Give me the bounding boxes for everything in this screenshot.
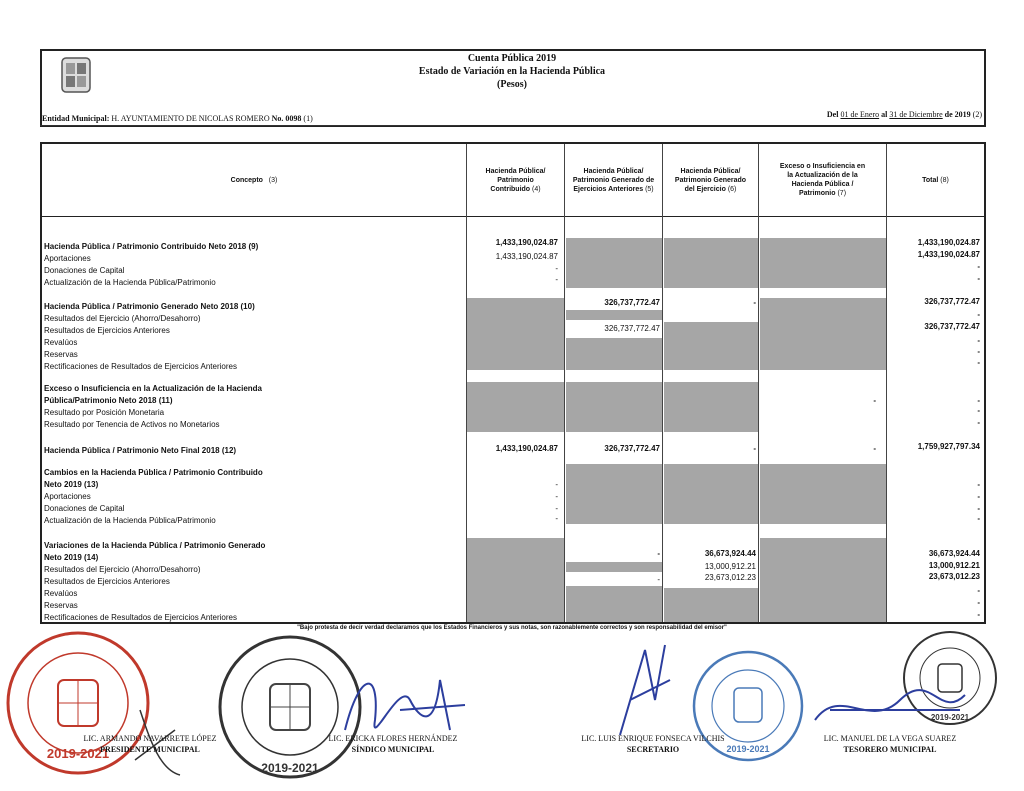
cell-value: 36,673,924.44 [704, 549, 756, 558]
cell-value: 326,737,772.47 [604, 444, 660, 453]
row-label: Resultado por Posición Monetaria [44, 408, 165, 417]
cell-value: - [977, 358, 980, 367]
cell-value: - [555, 275, 558, 284]
shade-block [664, 322, 758, 370]
row-label: Hacienda Pública / Patrimonio Generado Neto 2018 (10) [44, 302, 255, 311]
row-label: Neto 2019 (13) [44, 480, 99, 489]
shade-block [467, 298, 565, 370]
row-label: Reservas [44, 601, 78, 610]
cell-value: 36,673,924.44 [928, 549, 980, 558]
row-label: Reservas [44, 350, 78, 359]
cell-value: 326,737,772.47 [604, 324, 660, 333]
cell-value: 1,433,190,024.87 [495, 252, 558, 261]
row-label: Actualización de la Hacienda Pública/Patrimonio [44, 278, 216, 287]
shade-block [467, 382, 565, 432]
entidad-underline [40, 125, 460, 126]
shade-block [566, 562, 662, 572]
row-label: Resultados del Ejercicio (Ahorro/Desahorro) [44, 565, 201, 574]
cell-value: 13,000,912.21 [928, 561, 980, 570]
shade-block [664, 238, 758, 288]
cell-value: - [977, 347, 980, 356]
shade-block [566, 238, 662, 288]
entidad-municipal: Entidad Municipal: H. AYUNTAMIENTO DE NICOLAS ROMERO No. 0098 (1) [42, 114, 313, 123]
shade-block [760, 464, 886, 524]
cell-value: - [977, 396, 980, 405]
row-label: Revalúos [44, 338, 78, 347]
shade-block [664, 588, 758, 622]
cell-value: - [873, 444, 876, 453]
cell-value: 1,433,190,024.87 [495, 238, 558, 247]
cell-value: - [977, 598, 980, 607]
cell-value: - [977, 262, 980, 271]
svg-text:2019-2021: 2019-2021 [46, 746, 110, 761]
cell-value: - [977, 514, 980, 523]
cell-value: - [657, 549, 660, 558]
shade-block [566, 338, 662, 370]
row-label: Resultados de Ejercicios Anteriores [44, 326, 170, 335]
tesorero-signature-icon [810, 680, 970, 740]
row-label: Resultados de Ejercicios Anteriores [44, 577, 170, 586]
report-subtitle: Estado de Variación en la Hacienda Pública [418, 66, 606, 77]
periodo: Del 01 de Enero al 31 de Diciembre de 2019 (2) [826, 110, 982, 119]
cell-value: - [977, 504, 980, 513]
cell-value: 1,433,190,024.87 [495, 444, 558, 453]
col-divider [564, 216, 565, 622]
row-label: Rectificaciones de Resultados de Ejercicios Anteriores [44, 613, 237, 622]
cell-value: - [555, 480, 558, 489]
shade-block [566, 586, 662, 622]
row-label: Hacienda Pública / Patrimonio Neto Final 2018 (12) [44, 446, 237, 455]
svg-text:2019-2021: 2019-2021 [930, 713, 970, 722]
cell-value: - [977, 274, 980, 283]
row-label: Resultados del Ejercicio (Ahorro/Desahorro) [44, 314, 201, 323]
header-rule [41, 216, 985, 217]
row-label: Revalúos [44, 589, 78, 598]
row-label: Rectificaciones de Resultados de Ejercicios Anteriores [44, 362, 237, 371]
row-label: Donaciones de Capital [44, 504, 125, 513]
col-divider [758, 216, 759, 622]
shade-block [566, 382, 662, 432]
shade-block [760, 298, 886, 370]
cell-value: - [977, 480, 980, 489]
disclaimer: "Bajo protesta de decir verdad declaramos que los Estados Financieros y sus notas, son razonablemente correctos y son responsabilidad del emisor" [297, 625, 727, 631]
cell-value: 326,737,772.47 [604, 298, 660, 307]
col-concepto: Concepto (3) [230, 176, 278, 184]
signature-sindico: LIC. ERICKA FLORES HERNÁNDEZ SÍNDICO MUNICIPAL [328, 734, 458, 754]
cell-value: - [977, 418, 980, 427]
report-units: (Pesos) [497, 79, 527, 90]
cell-value: - [977, 610, 980, 619]
cell-value: - [555, 264, 558, 273]
row-label: Exceso o Insuficiencia en la Actualización de la Hacienda [44, 384, 263, 393]
cell-value: 1,433,190,024.87 [917, 250, 980, 259]
signature-secretario: LIC. LUIS ENRIQUE FONSECA VILCHIS SECRETARIO [581, 734, 725, 754]
secretario-signature-icon [610, 640, 680, 740]
row-label: Cambios en la Hacienda Pública / Patrimonio Contribuido [44, 468, 263, 477]
cell-value: - [977, 336, 980, 345]
cell-value: 23,673,012.23 [928, 572, 980, 581]
shade-block [664, 464, 758, 524]
shade-block [566, 310, 662, 320]
cell-value: - [753, 298, 756, 307]
row-label: Pública/Patrimonio Neto 2018 (11) [44, 396, 173, 405]
shade-block [760, 538, 886, 622]
col-divider [466, 216, 467, 622]
signature-presidente: LIC. ARMANDO NAVARRETE LÓPEZ PRESIDENTE MUNICIPAL [83, 734, 217, 754]
col-generado-ejercicio: Hacienda Pública/ Patrimonio Generado del Ejercicio (6) [662, 144, 758, 216]
cell-value: - [753, 444, 756, 453]
col-divider [886, 216, 887, 622]
col-patrimonio-contribuido: Hacienda Pública/ Patrimonio Contribuido (4) [466, 144, 564, 216]
cell-value: 23,673,012.23 [704, 573, 756, 582]
cell-value: - [977, 492, 980, 501]
report-title: Cuenta Pública 2019 [467, 53, 557, 64]
row-label: Aportaciones [44, 492, 91, 501]
shade-block [566, 464, 662, 524]
row-label: Variaciones de la Hacienda Pública / Patrimonio Generado [44, 541, 266, 550]
cell-value: - [657, 575, 660, 584]
signature-tesorero: LIC. MANUEL DE LA VEGA SUAREZ TESORERO MUNICIPAL [823, 734, 957, 754]
cell-value: 326,737,772.47 [924, 297, 980, 306]
shade-block [664, 382, 758, 432]
cell-value: - [555, 514, 558, 523]
col-generado-anteriores: Hacienda Pública/ Patrimonio Generado de Ejercicios Anteriores (5) [564, 144, 662, 216]
cell-value: - [555, 504, 558, 513]
row-label: Donaciones de Capital [44, 266, 125, 275]
cell-value: - [873, 396, 876, 405]
row-label: Neto 2019 (14) [44, 553, 99, 562]
row-label: Aportaciones [44, 254, 91, 263]
shade-block [467, 538, 565, 622]
cell-value: - [555, 492, 558, 501]
row-label: Resultado por Tenencia de Activos no Monetarios [44, 420, 220, 429]
row-label: Hacienda Pública / Patrimonio Contribuido Neto 2018 (9) [44, 242, 259, 251]
cell-value: 1,433,190,024.87 [917, 238, 980, 247]
svg-text:2019-2021: 2019-2021 [261, 761, 319, 775]
cell-value: - [977, 586, 980, 595]
cell-value: - [977, 406, 980, 415]
cell-value: - [977, 310, 980, 319]
cell-value: 326,737,772.47 [924, 322, 980, 331]
cell-value: 13,000,912.21 [704, 562, 756, 571]
shade-block [760, 238, 886, 288]
row-label: Actualización de la Hacienda Pública/Patrimonio [44, 516, 216, 525]
cell-value: 1,759,927,797.34 [917, 442, 980, 451]
svg-text:2019-2021: 2019-2021 [726, 744, 770, 754]
col-exceso-insuficiencia: Exceso o Insuficiencia en la Actualización de la Hacienda Pública / Patrimonio (7) [758, 144, 886, 216]
col-total: Total (8) [886, 144, 984, 216]
